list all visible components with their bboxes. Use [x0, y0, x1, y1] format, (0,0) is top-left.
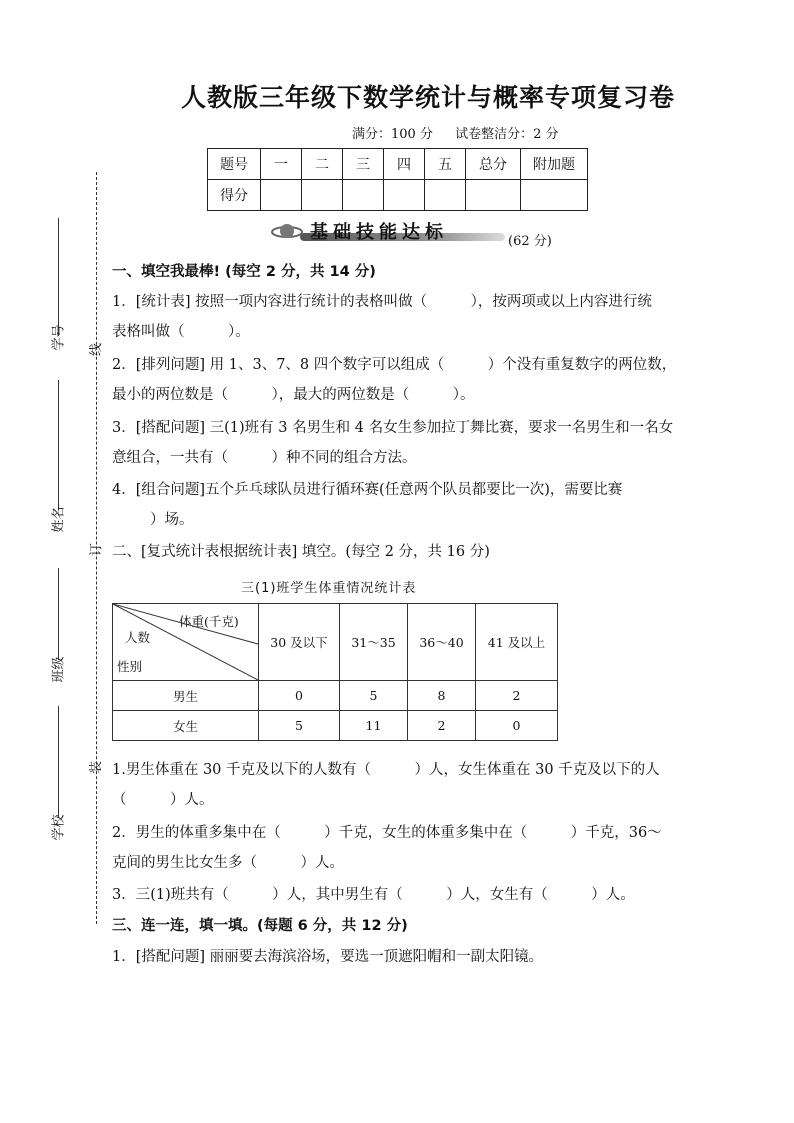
corner-count-label: 人数: [125, 630, 151, 645]
score-cell[interactable]: [302, 180, 343, 211]
score-header-cell: 三: [343, 149, 384, 180]
question-3-1: 1．[搭配问题] 丽丽要去海滨浴场，要选一顶遮阳帽和一副太阳镜。: [112, 949, 544, 965]
cut-mark-install: 装: [89, 760, 105, 775]
score-cell[interactable]: [261, 180, 302, 211]
cut-mark-line: 线: [89, 342, 105, 357]
score-cell[interactable]: [384, 180, 425, 211]
corner-weight-label: 体重(千克): [179, 614, 239, 629]
table-row: [113, 681, 558, 711]
cut-mark-bind: 订: [89, 542, 105, 557]
section-banner: [270, 218, 510, 244]
table-cell: 0: [476, 711, 558, 741]
table-cell: 2: [408, 711, 476, 741]
name-line: [58, 380, 59, 510]
school-line: [58, 706, 59, 818]
score-table-header-row: [208, 149, 588, 180]
student-id-line: [58, 218, 59, 336]
full-score: 满分：100 分: [352, 127, 433, 142]
question-1-1-cont: 表格叫做（ ）。: [112, 324, 250, 340]
section1-heading: 一、填空我最棒! (每空 2 分，共 14 分): [112, 264, 376, 280]
student-id-label: 学号: [51, 324, 67, 351]
question-1-4-cont: ）场。: [150, 512, 194, 528]
column-header: 30 及以下: [259, 604, 340, 681]
score-cell[interactable]: [521, 180, 588, 211]
banner-points: (62 分): [508, 234, 552, 249]
column-header: 41 及以上: [476, 604, 558, 681]
score-info: [352, 123, 559, 142]
score-cell[interactable]: [343, 180, 384, 211]
corner-gender-label: 性别: [117, 659, 143, 674]
name-label: 姓名: [51, 506, 67, 533]
table-cell: 8: [408, 681, 476, 711]
score-cell[interactable]: [466, 180, 521, 211]
page-title: 人教版三年级下数学统计与概率专项复习卷: [180, 83, 675, 112]
table-cell: 2: [476, 681, 558, 711]
question-1-2-cont: 最小的两位数是（ ），最大的两位数是（ ）。: [112, 387, 475, 403]
score-table-row: [208, 180, 588, 211]
tidy-score: 试卷整洁分：2 分: [455, 127, 559, 142]
question-2-2-cont: 克间的男生比女生多（ ）人。: [112, 855, 344, 871]
question-2-1-cont: （ ）人。: [112, 792, 214, 808]
column-header: 36～40: [408, 604, 476, 681]
score-header-cell: 题号: [208, 149, 261, 180]
class-line: [58, 568, 59, 660]
score-header-cell: 四: [384, 149, 425, 180]
table-cell: 5: [340, 681, 408, 711]
weight-table: [112, 603, 558, 741]
class-label: 班级: [51, 656, 67, 683]
section2-heading: 二、[复式统计表根据统计表] 填空。(每空 2 分，共 16 分): [112, 544, 490, 560]
table-cell: 11: [340, 711, 408, 741]
school-label: 学校: [51, 814, 67, 841]
planet-icon: [270, 220, 304, 242]
table-cell: 0: [259, 681, 340, 711]
score-header-cell: 五: [425, 149, 466, 180]
score-cell[interactable]: [425, 180, 466, 211]
row-label: 男生: [113, 681, 259, 711]
question-1-3: 3．[搭配问题] 三(1)班有 3 名男生和 4 名女生参加拉丁舞比赛，要求一名男生和一名女: [112, 420, 674, 436]
score-header-cell: 附加题: [521, 149, 588, 180]
weight-table-header-row: [113, 604, 558, 681]
score-header-cell: 二: [302, 149, 343, 180]
score-row-label: 得分: [208, 180, 261, 211]
question-1-2: 2．[排列问题] 用 1、3、7、8 四个数字可以组成（ ）个没有重复数字的两位数，: [112, 357, 677, 373]
banner-title: 基础技能达标: [310, 222, 448, 243]
score-header-cell: 一: [261, 149, 302, 180]
section3-heading: 三、连一连，填一填。(每题 6 分，共 12 分): [112, 918, 408, 934]
question-1-4: 4．[组合问题]五个乒乓球队员进行循环赛(任意两个队员都要比一次)，需要比赛: [112, 482, 623, 498]
question-1-3-cont: 意组合，一共有（ ）种不同的组合方法。: [112, 450, 417, 466]
diagonal-header-cell: [113, 604, 259, 681]
question-1-1: 1．[统计表] 按照一项内容进行统计的表格叫做（ ），按两项或以上内容进行统: [112, 294, 652, 310]
score-table: [207, 148, 588, 211]
score-header-cell: 总分: [466, 149, 521, 180]
question-2-1: 1.男生体重在 30 千克及以下的人数有（ ）人，女生体重在 30 千克及以下的人: [112, 762, 660, 778]
question-2-2: 2．男生的体重多集中在（ ）千克，女生的体重多集中在（ ）千克，36～: [112, 825, 662, 841]
question-2-3: 3．三(1)班共有（ ）人，其中男生有（ ）人，女生有（ ）人。: [112, 887, 635, 903]
table-cell: 5: [259, 711, 340, 741]
column-header: 31～35: [340, 604, 408, 681]
table-row: [113, 711, 558, 741]
row-label: 女生: [113, 711, 259, 741]
chart-title: 三(1)班学生体重情况统计表: [241, 581, 417, 596]
